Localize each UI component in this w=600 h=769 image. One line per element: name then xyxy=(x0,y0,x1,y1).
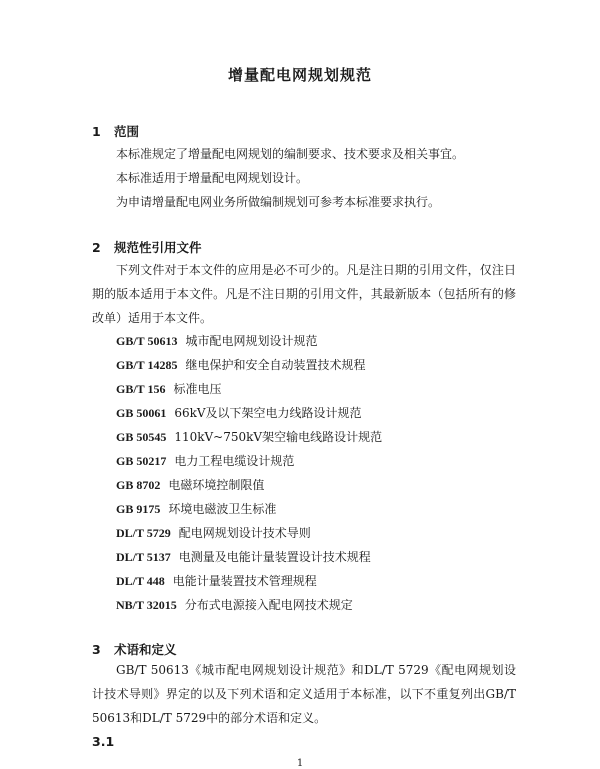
reference-item xyxy=(116,500,276,517)
section-3-heading xyxy=(92,640,177,658)
subsection-number: 3.1 xyxy=(92,734,115,749)
reference-item xyxy=(116,596,353,613)
reference-item xyxy=(116,524,311,541)
reference-code: GB/T 14285 xyxy=(116,358,178,372)
section-1-title: 范围 xyxy=(114,124,140,139)
section-1-paragraph: 为申请增量配电网业务所做编制规划可参考本标准要求执行。 xyxy=(116,195,441,209)
section-2-title: 规范性引用文件 xyxy=(114,240,202,255)
reference-name: 分布式电源接入配电网技术规定 xyxy=(184,598,353,612)
reference-item xyxy=(116,356,365,373)
reference-item xyxy=(116,332,317,349)
reference-name: 配电网规划设计技术导则 xyxy=(178,526,311,540)
section-2-number: 2 xyxy=(92,240,101,255)
reference-name: 环境电磁波卫生标准 xyxy=(168,502,277,516)
reference-code: DL/T 5729 xyxy=(116,526,171,540)
reference-code: GB/T 50613 xyxy=(116,334,178,348)
reference-code: GB/T 156 xyxy=(116,382,166,396)
reference-name: 城市配电网规划设计规范 xyxy=(185,334,318,348)
section-1-paragraph: 本标准规定了增量配电网规划的编制要求、技术要求及相关事宜。 xyxy=(116,147,465,161)
page-number: 1 xyxy=(296,758,304,769)
reference-code: GB 50217 xyxy=(116,454,167,468)
section-2-intro: 下列文件对于本文件的应用是必不可少的。凡是注日期的引用文件，仅注日期的版本适用于本文件。凡是不注日期的引用文件，其最新版本（包括所有的修改单）适用于本文件。 xyxy=(92,263,516,325)
reference-code: DL/T 448 xyxy=(116,574,165,588)
reference-name: 标准电压 xyxy=(173,382,222,396)
reference-item xyxy=(116,452,294,469)
reference-code: DL/T 5137 xyxy=(116,550,171,564)
reference-name: 电能计量装置技术管理规程 xyxy=(172,574,317,588)
reference-item xyxy=(116,548,371,565)
reference-item xyxy=(116,572,317,589)
reference-item xyxy=(116,404,362,421)
section-3-intro: GB/T 50613《城市配电网规划设计规范》和DL/T 5729《配电网规划设计技术导则》界定的以及下列术语和定义适用于本标准，以下不重复列出GB/T 50613和DL/T 5729中的部分术语和定义。 xyxy=(92,663,516,725)
reference-code: GB 50545 xyxy=(116,430,167,444)
reference-item xyxy=(116,428,382,445)
reference-name: 电磁环境控制限值 xyxy=(168,478,265,492)
reference-item xyxy=(116,476,264,493)
reference-name: 继电保护和安全自动装置技术规程 xyxy=(185,358,366,372)
reference-name: 电测量及电能计量装置设计技术规程 xyxy=(178,550,371,564)
reference-code: GB 9175 xyxy=(116,502,161,516)
reference-name: 110kV~750kV架空输电线路设计规范 xyxy=(174,430,383,444)
section-3-title: 术语和定义 xyxy=(114,642,177,657)
section-2-heading xyxy=(92,238,202,256)
reference-name: 66kV及以下架空电力线路设计规范 xyxy=(174,406,362,420)
reference-item xyxy=(116,380,221,397)
reference-code: GB 8702 xyxy=(116,478,161,492)
section-3-number: 3 xyxy=(92,642,101,657)
section-1-number: 1 xyxy=(92,124,101,139)
document-title: 增量配电网规划规范 xyxy=(227,66,372,84)
section-1-paragraph: 本标准适用于增量配电网规划设计。 xyxy=(116,171,309,185)
reference-code: GB 50061 xyxy=(116,406,167,420)
reference-code: NB/T 32015 xyxy=(116,598,177,612)
reference-name: 电力工程电缆设计规范 xyxy=(174,454,295,468)
section-1-heading xyxy=(92,122,139,140)
